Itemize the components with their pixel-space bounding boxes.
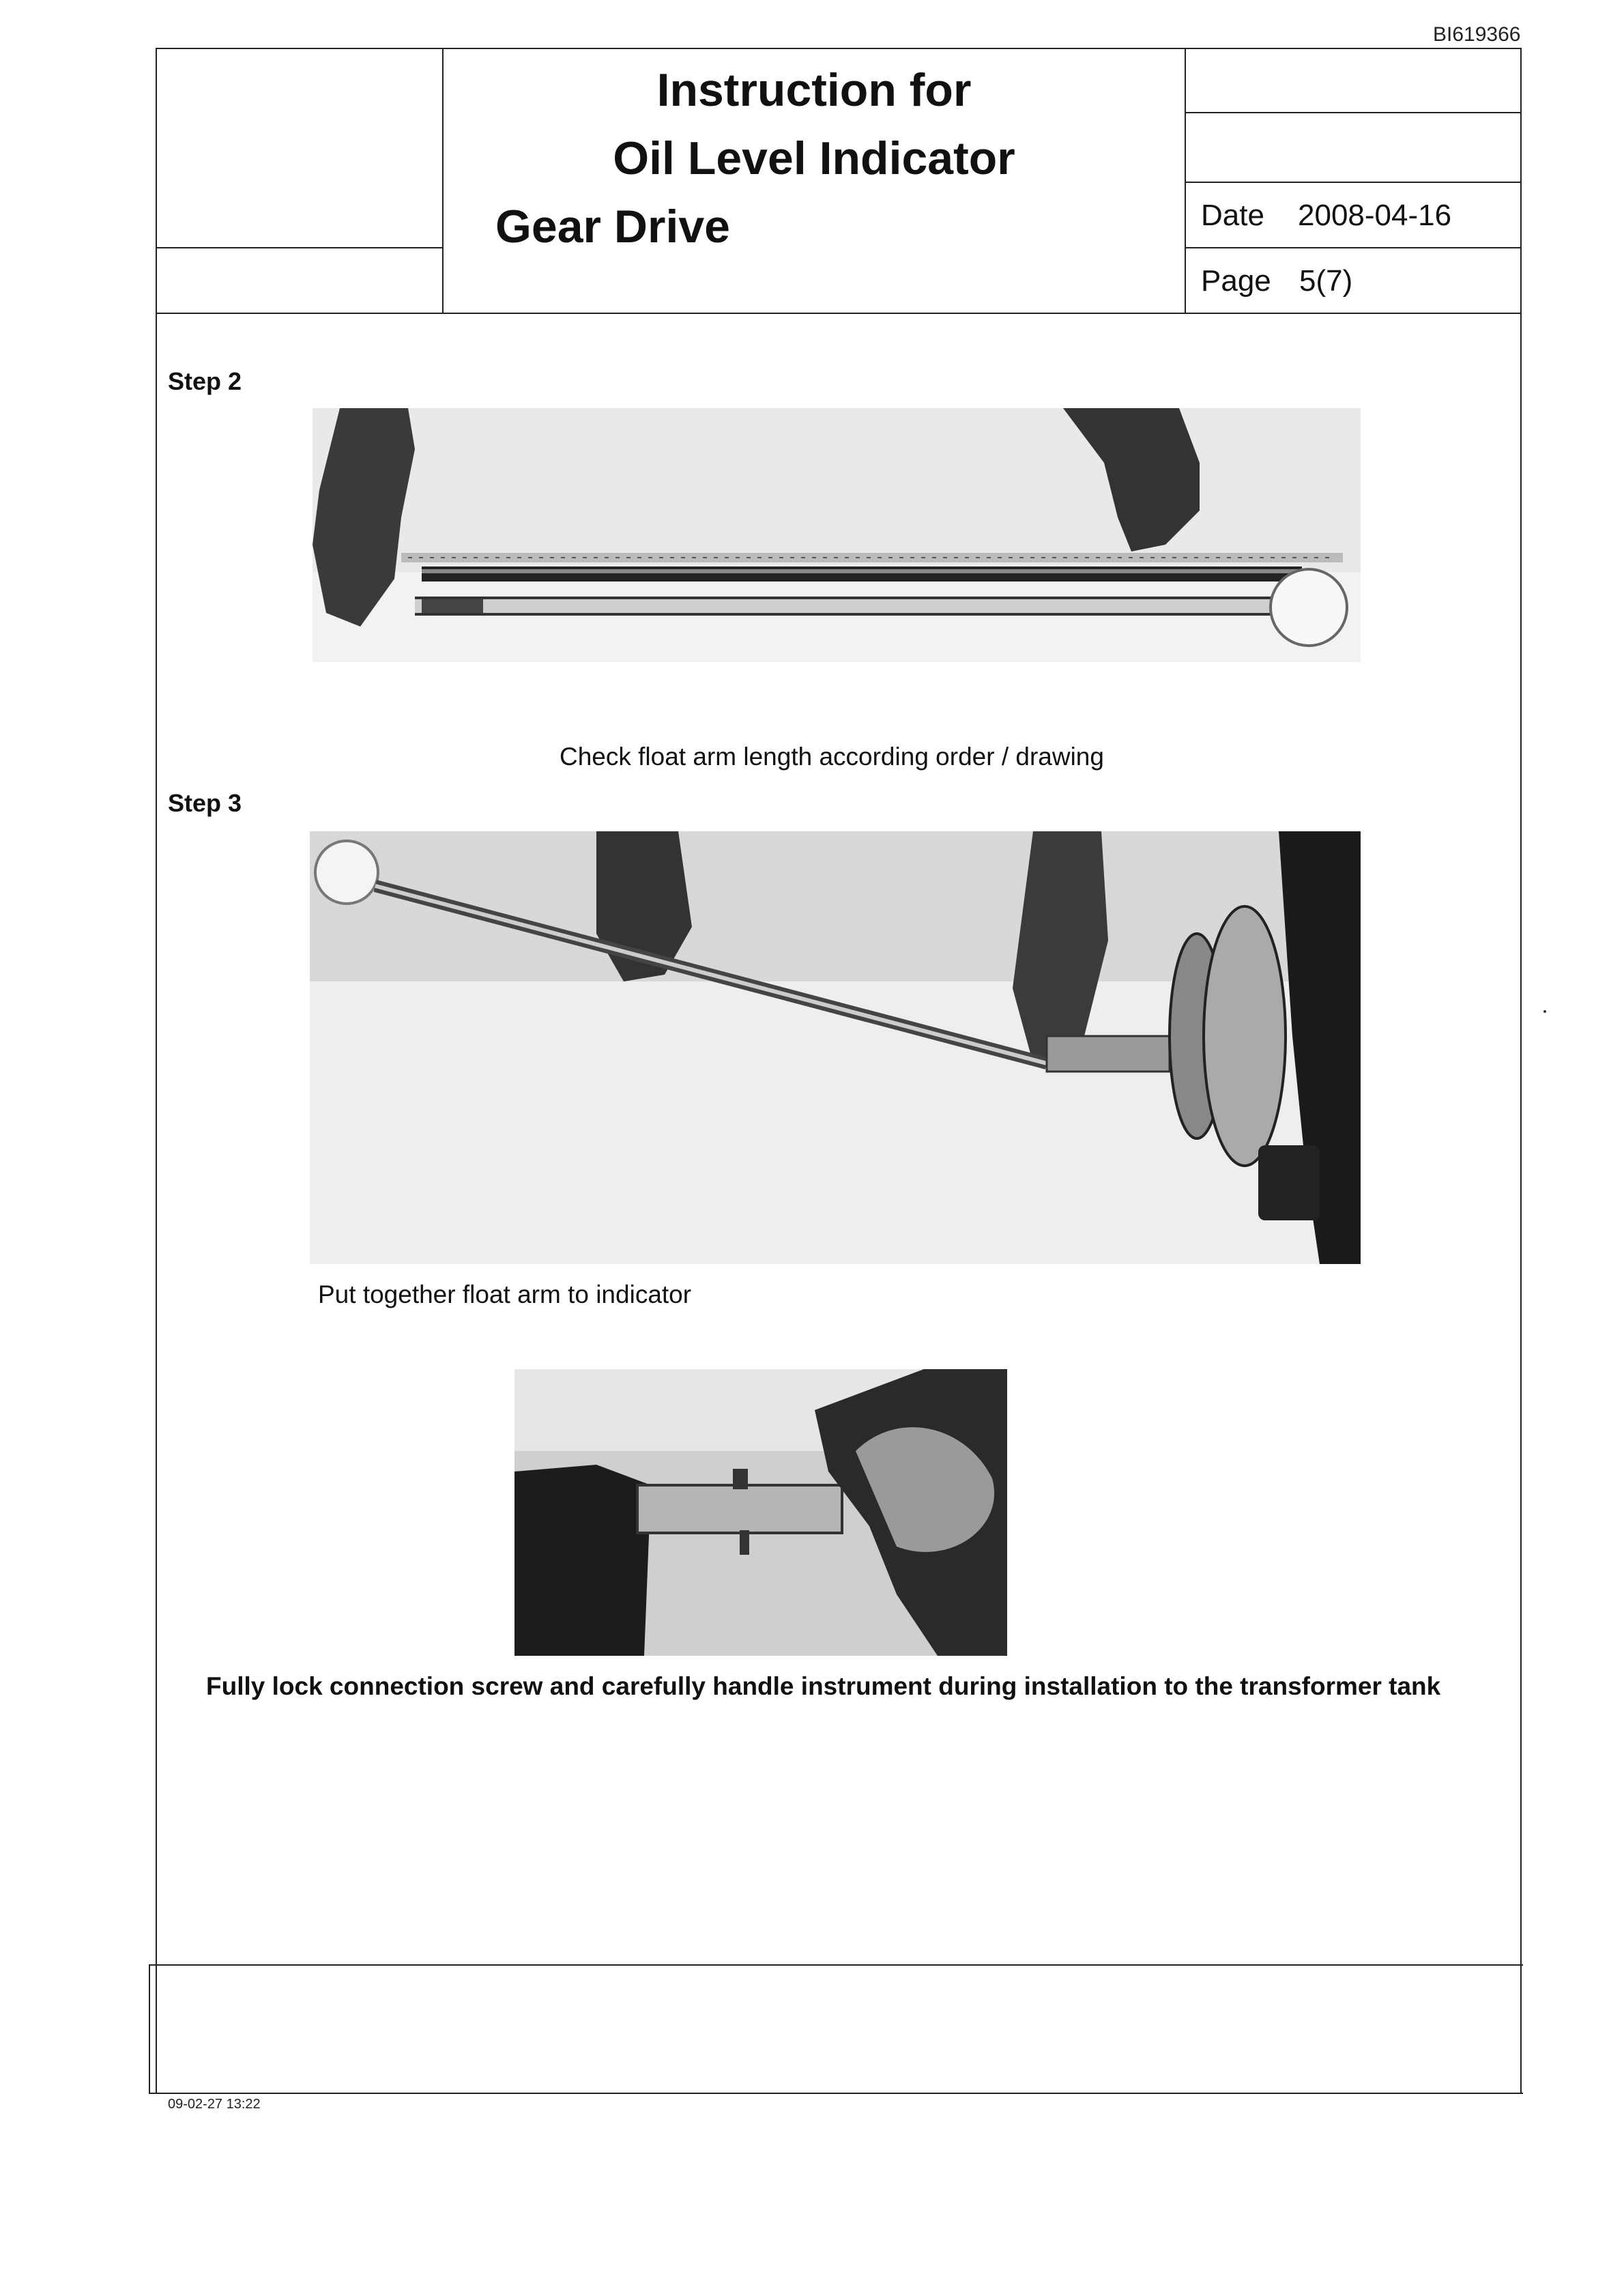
page-label: Page (1201, 264, 1271, 298)
document-id: BI619366 (1433, 23, 1521, 46)
scan-speck (1543, 1010, 1546, 1013)
step-2-caption: Check float arm length according order / drawing (560, 743, 1104, 771)
title-line-1: Instruction for (656, 64, 972, 116)
title-line-2: Oil Level Indicator (613, 132, 1015, 184)
step-3-caption: Put together float arm to indicator (318, 1280, 692, 1308)
connection-screw-photo (514, 1369, 1007, 1656)
fax-timestamp: 09-02-27 13:22 (168, 2097, 261, 2112)
page-value: 5(7) (1299, 264, 1353, 298)
title-line-3: Gear Drive (495, 201, 730, 253)
float-arm-measure-photo (313, 408, 1361, 662)
date-value: 2008-04-16 (1298, 199, 1452, 232)
final-caption: Fully lock connection screw and carefully handle instrument during installation to the transformer tank (206, 1672, 1441, 1700)
date-label: Date (1201, 199, 1264, 232)
float-arm-assembly-photo (310, 831, 1361, 1264)
step-2-label: Step 2 (168, 367, 242, 395)
step-3-label: Step 3 (168, 789, 242, 817)
